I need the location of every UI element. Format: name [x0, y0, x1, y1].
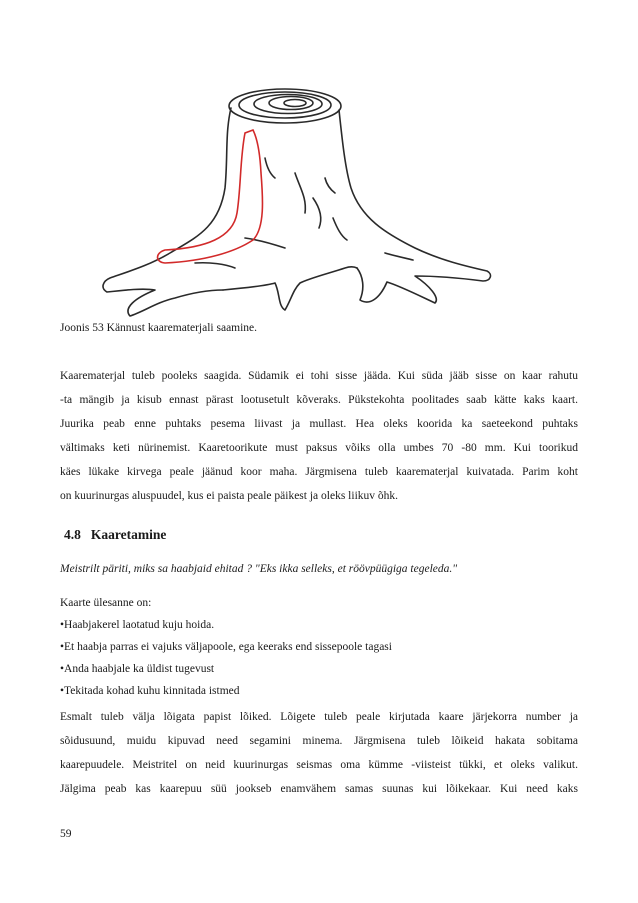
- paragraph-line: -ta mängib ja kisub ennast pärast lootusetult kõveraks. Pükstekohta poolitades saab kätte kaks kaart.: [60, 394, 578, 406]
- paragraph-line: Juurika peab enne puhtaks pesema liivast ja mullast. Hea oleks koorida ka saeteekond puhtaks: [60, 418, 578, 430]
- paragraph-line: vältimaks keti nürinemist. Kaaretoorikute must paksus võiks olla umbes 70 -80 mm. Kui toorikud: [60, 442, 578, 454]
- section-title: Kaaretamine: [90, 527, 167, 542]
- paragraph-line: sõidusuund, muidu kipuvad need segamini minema. Järgmisena tuleb lõikeid hakata sobitama: [60, 735, 578, 747]
- list-item: •Haabjakerel laotatud kuju hoida.: [60, 619, 215, 631]
- list-item: •Et haabja parras ei vajuks väljapoole, ega keeraks end sissepoole tagasi: [60, 641, 392, 653]
- paragraph-line: on kuurinurgas aluspuudel, kus ei paista peale päikest ja oleks liikuv õhk.: [60, 490, 399, 502]
- section-number: 4.8: [64, 527, 81, 542]
- paragraph-line: Jälgima peab kas kaarepuu süü jookseb enamvähem samas suunas kui lõikekaar. Kui need kaks: [60, 783, 578, 795]
- paragraph-line: käes lükake kirvega peale jäänud koor maha. Järgmisena tuleb kaarematerjal kuivatada. Parim koht: [60, 466, 578, 478]
- cut-outline: [158, 130, 263, 263]
- figure-stump: [95, 78, 495, 318]
- section-heading: [64, 527, 166, 543]
- page-number: 59: [60, 828, 72, 840]
- stump-drawing: [95, 78, 495, 318]
- paragraph-line: kaarepuudele. Meistritel on neid kuurinurgas seismas oma kümme -viisteist tükki, et oleks valikut.: [60, 759, 578, 771]
- list-item: •Tekitada kohad kuhu kinnitada istmed: [60, 685, 240, 697]
- tasks-intro: Kaarte ülesanne on:: [60, 597, 152, 609]
- list-item: •Anda haabjale ka üldist tugevust: [60, 663, 215, 675]
- quote: Meistrilt päriti, miks sa haabjaid ehitad ? "Eks ikka selleks, et röövpüügiga tegeleda.": [60, 563, 458, 575]
- paragraph-line: Kaarematerjal tuleb pooleks saagida. Südamik ei tohi sisse jääda. Kui süda jääb sisse on kaar rahutu: [60, 370, 578, 382]
- paragraph-line: Esmalt tuleb välja lõigata papist lõiked. Lõigete tuleb peale kirjutada kaare järjekorra number ja: [60, 711, 578, 723]
- figure-caption: Joonis 53 Kännust kaarematerjali saamine.: [60, 322, 258, 334]
